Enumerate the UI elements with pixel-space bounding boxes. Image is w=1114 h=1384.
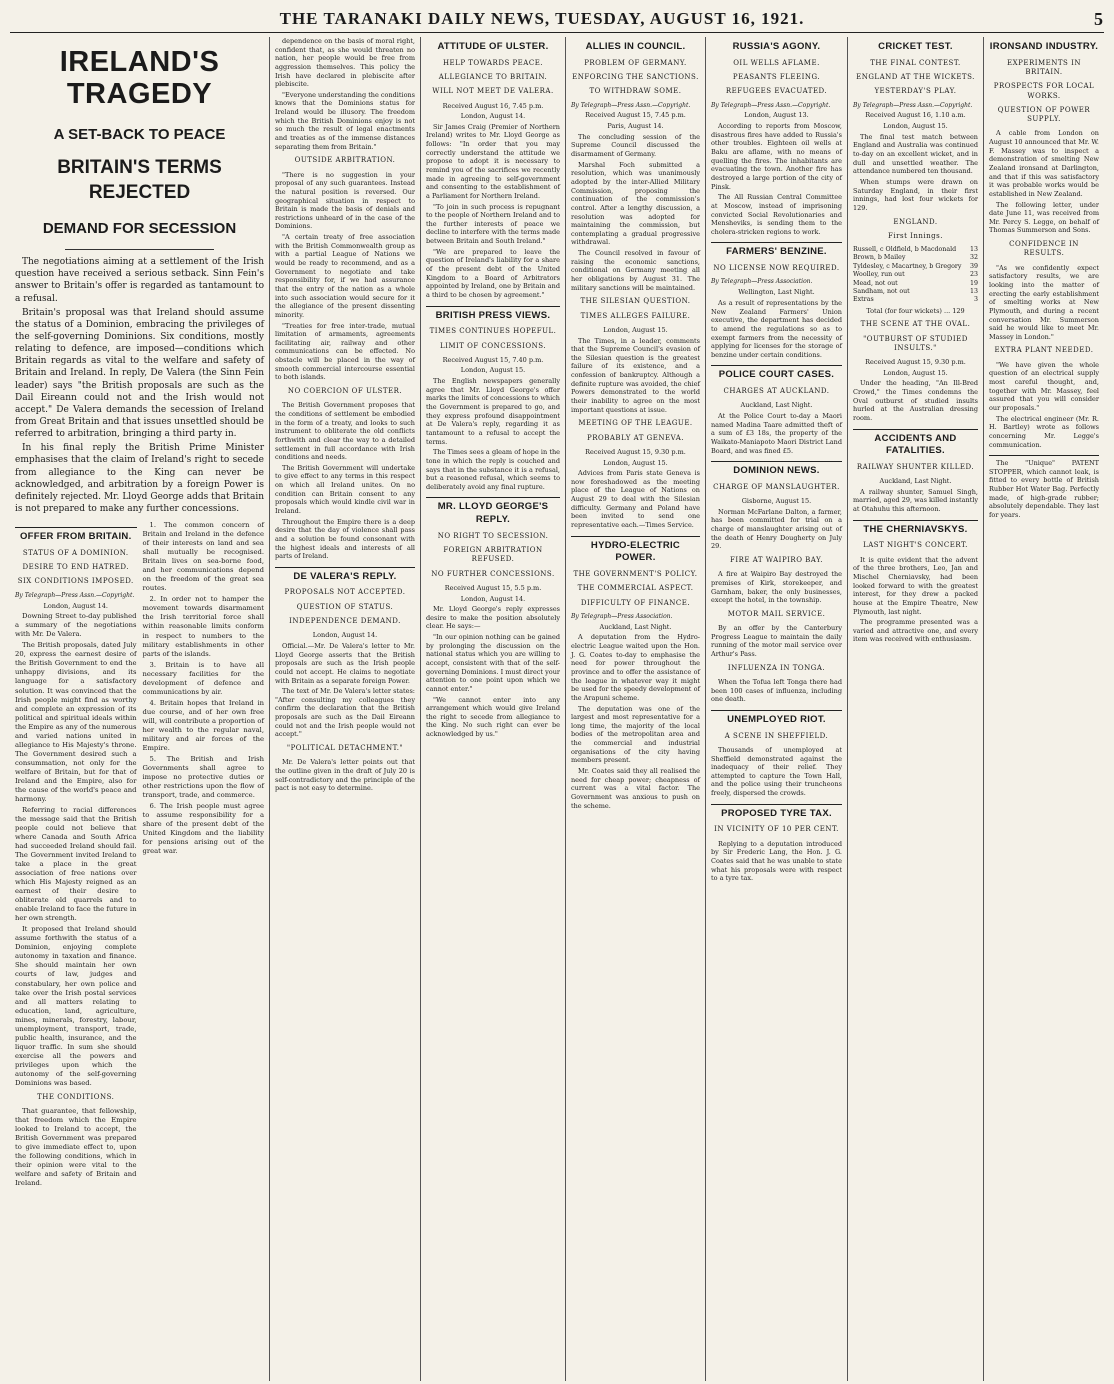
credit-line: By Telegraph—Press Assn.—Copyright. — [853, 101, 973, 109]
received-line: Received August 15, 7.40 p.m. — [442, 355, 544, 364]
sub-heading: PROSPECTS FOR LOCAL WORKS. — [993, 82, 1095, 100]
section-heading: OFFER FROM BRITAIN. — [15, 527, 137, 544]
batsman-name: Tyldesley, c Macartney, b Gregory — [853, 262, 962, 270]
column-6 — [848, 37, 984, 1381]
masthead-title: THE TARANAKI DAILY NEWS, TUESDAY, AUGUST 16, 1921. — [279, 9, 805, 28]
body-paragraph: "To join in such process is repugnant to the people of Northern Ireland and to the further interests of peace we decline to interfere with the terms made between Britain and South Ireland." — [426, 202, 560, 246]
sub-heading: ENFORCING THE SANCTIONS. — [572, 72, 699, 81]
body-paragraph: The English newspapers generally agree that Mr. Lloyd George's offer marks the limits of concessions to which the Government is prepared to go, and they express profound disappointment at De Valera's reply, regarding it as tantamount to a refusal to accept the terms. — [426, 377, 560, 446]
body-paragraph: 3. Britain is to have all necessary facilities for the development of defence and communications by air. — [142, 660, 264, 696]
credit-line: By Telegraph—Press Assn.—Copyright. — [711, 101, 831, 109]
section-heading: HYDRO-ELECTRIC POWER. — [571, 536, 700, 565]
received-line: Received August 16, 1.10 a.m. — [865, 111, 966, 120]
body-paragraph: At the Police Court to-day a Maori named Madina Taare admitted theft of a sum of £3 18s, the property of the Waikato-Maniapoto Maori District Land Board, and was fined £5. — [711, 412, 842, 455]
body-paragraph: "Treaties for free inter-trade, mutual limitation of armaments, agreements facilitating air, railway and other communications can be effected. No obstacle will be placed in the way of smooth commercial intercourse essential to both islands. — [275, 321, 415, 382]
body-paragraph: 5. The British and Irish Governments shall agree to impose no protective duties or other restrictions upon the flow of transport, trade, and commerce. — [142, 754, 264, 800]
sub-heading: INFLUENZA IN TONGA. — [727, 663, 826, 672]
sub-heading: TIMES CONTINUES HOPEFUL. — [429, 327, 557, 336]
ad-text: The "Unique" PATENT STOPPER, which cannot leak, is fitted to every bottle of British Rubber Hot Water Bag. Perfectly made, of high-grade rubber; absolutely dependable. They last for years. — [989, 459, 1099, 519]
sub-heading: "POLITICAL DETACHMENT." — [286, 744, 404, 753]
columns — [10, 37, 1104, 1381]
credit-line: By Telegraph—Press Association. — [571, 612, 673, 620]
body-paragraph: Norman McFarlane Dalton, a farmer, has been committed for trial on a charge of manslaughter arising out of the death of Henry Dougherty on July 29. — [711, 507, 842, 551]
body-paragraph: The following letter, under date June 11, was received from Mr. Percy S. Legge, on behalf of Thomas Summerson and Sons. — [989, 200, 1099, 235]
main-headline: IRELAND'S TRAGEDY — [59, 46, 220, 110]
dateline: Gisborne, August 15. — [741, 497, 812, 506]
body-paragraph: The text of Mr. De Valera's letter states: "After consulting my colleagues they confirm the declaration that the British proposals are such as the Dail Eireann could not and the Irish people would not accept." — [275, 687, 415, 739]
sub-heading: ALLEGIANCE TO BRITAIN. — [438, 72, 548, 81]
sub-heading: NO LICENSE NOW REQUIRED. — [713, 264, 840, 273]
sub-heading: EXTRA PLANT NEEDED. — [994, 346, 1094, 355]
sub-heading: FIRE AT WAIPIRO BAY. — [729, 556, 824, 564]
dateline: Wellington, Last Night. — [738, 288, 815, 297]
section-heading: THE CHERNIAVSKYS. — [853, 520, 978, 537]
body-paragraph: The electrical engineer (Mr. R. H. Bartley) wrote as follows concerning Mr. Legge's communication. — [989, 414, 1099, 449]
section-heading: PROPOSED TYRE TAX. — [711, 804, 842, 821]
intro-paragraph: In his final reply the British Prime Minister emphasises that the claim of Ireland's right to secede from allegiance to the King can never be acknowledged, and arbitration by a foreign Power is definitely rejected. Mr. Lloyd George adds that Britain is not prepared to make any further concessions. — [15, 443, 264, 514]
sub-heading: THE GOVERNMENT'S POLICY. — [573, 569, 698, 578]
dateline: London, August 14. — [460, 112, 526, 121]
body-paragraph: Marshal Foch submitted a resolution, which was unanimously adopted by the inter-Allied Military Commission, proposing the continuation of the commission's control. After a lengthy discussion, a resolution was adopted for maintaining the commission, but contemplating a gradual progressive withdrawal. — [571, 160, 700, 247]
sub-heading: IN VICINITY OF 10 PER CENT. — [714, 825, 839, 834]
batsman-name: Extras — [853, 296, 874, 304]
sub-heading: A SCENE IN SHEFFIELD. — [724, 731, 829, 740]
sub-heading: THE CONDITIONS. — [37, 1092, 115, 1101]
sub-heading: REFUGEES EVACUATED. — [725, 87, 828, 96]
intro-paragraph: Britain's proposal was that Ireland should assume the status of a Dominion, embracing the privileges of the self-governing Dominions. Six conditions, mostly relating to defence, are imposed—conditions which Britain regards as vital to the welfare and safety of Britain and Ireland. In reply, De Valera (the Sinn Fein leader) says "the British proposals are such as the Dail Eireann could not and the Irish would not accept." De Valera demands the secession of Ireland from Great Britain and that issues unsettled should be referred to arbitration, bringing a third party in. — [15, 307, 264, 440]
column-4 — [566, 37, 706, 1381]
received-line: Received August 15, 5.5 p.m. — [444, 583, 542, 592]
batsman-runs: 32 — [969, 254, 978, 262]
received-line: Received August 15, 9.30 p.m. — [865, 358, 966, 367]
received-line: Received August 16, 7.45 p.m. — [442, 101, 544, 110]
sub-heading: CONFIDENCE IN RESULTS. — [1009, 240, 1079, 258]
body-paragraph: "As we confidently expect satisfactory results, we are looking into the matter of erecting the early establishment of smelting works at New Plymouth, and during a recent conversation Mr. Summerson said he would like to meet Mr. Massey in London." — [989, 263, 1099, 341]
sub-heading: THE SCENE AT THE OVAL. — [860, 320, 971, 329]
dateline: Auckland, Last Night. — [879, 477, 952, 486]
dateline: London, August 15. — [603, 325, 668, 334]
score-row — [853, 288, 978, 296]
deck-2: BRITAIN'S TERMS REJECTED — [57, 156, 222, 203]
section-heading: MR. LLOYD GEORGE'S REPLY. — [426, 497, 560, 526]
sub-heading: CHARGE OF MANSLAUGHTER. — [713, 482, 840, 491]
sub-heading: FOREIGN ARBITRATION REFUSED. — [443, 545, 543, 564]
sub-heading: SIX CONDITIONS IMPOSED. — [17, 577, 134, 586]
section-heading: DOMINION NEWS. — [711, 461, 842, 478]
body-paragraph: The British proposals, dated July 20, express the earnest desire of the British Government to end the unhappy divisions, and its language for a satisfactory solution. It was convinced that the Irish people might find as worthy and complete an expression of its political and spiritual ideals within the Empire as any of the numerous and varied nations united in allegiance to His Majesty's throne. The Government desired such a consummation, not only for the welfare of Britain, but for that of Ireland and the Empire, also for the cause of the world's peace and harmony. — [15, 641, 137, 803]
column-5 — [706, 37, 848, 1381]
body-paragraph: "We have given the whole question of an electrical supply most careful thought, and, together with Mr. Massey, feel assured that you will consider our proposals." — [989, 360, 1099, 412]
body-paragraph: The programme presented was a varied and attractive one, and every item was received with enthusiasm. — [853, 618, 978, 644]
score-row — [853, 246, 978, 254]
score-row — [853, 271, 978, 279]
body-paragraph: Advices from Paris state Geneva is now foreshadowed as the meeting place of the League of Nations on August 29 to deal with the Silesian difficulty. Germany and Poland have been invited to send one representative each.—Times Service. — [571, 469, 700, 530]
body-paragraph: The Times, in a leader, comments that the Supreme Council's evasion of the Silesian question is the greatest failure of its existence, and a confession of bankruptcy. Although a definite rupture was avoided, the chief Powers demonstrated to the world their inability to agree on the most important questions at issue. — [571, 336, 700, 414]
intro-paragraph: The negotiations aiming at a settlement of the Irish question have received a serious setback. Sinn Fein's answer to Britain's offer is regarded as tantamount to a refusal. — [15, 257, 264, 304]
body-paragraph: The British Government will undertake to give effect to any terms in this respect on which all Ireland unites. On no condition can Britain consent to any proposals which would kindle civil war in Ireland. — [275, 463, 415, 515]
received-line: Received August 15, 7.45 p.m. — [585, 111, 686, 120]
sub-heading: "OUTBURST OF STUDIED INSULTS." — [863, 334, 968, 352]
dateline: Auckland, Last Night. — [599, 622, 672, 631]
page-number: 5 — [1094, 8, 1104, 29]
batsman-runs: 19 — [969, 279, 978, 287]
sub-heading: ENGLAND AT THE WICKETS. — [856, 72, 975, 81]
section-heading: ACCIDENTS AND FATALITIES. — [853, 429, 978, 458]
dateline: Paris, August 14. — [607, 122, 664, 131]
sub-heading: CHARGES AT AUCKLAND. — [723, 387, 830, 396]
score-row — [853, 254, 978, 262]
dateline: Auckland, Last Night. — [740, 401, 813, 410]
body-paragraph: It proposed that Ireland should assume forthwith the status of a Dominion, enjoying complete autonomy in taxation and finance. She should maintain her own courts of law, judges and constabulary, her own police and take over the Irish postal services and all matters relating to education, land, agriculture, mines, minerals, forestry, labour, unemployment, transport, trade, public health, insurance, and the liquor traffic. In sum she should exercise all the powers and privileges upon which the autonomy of the self-governing Dominions was based. — [15, 925, 137, 1087]
sub-heading: TIMES ALLEGES FAILURE. — [580, 311, 691, 320]
sub-heading: DIFFICULTY OF FINANCE. — [580, 598, 691, 607]
table-title: ENGLAND. — [893, 217, 938, 226]
sub-heading: OIL WELLS AFLAME. — [733, 58, 820, 67]
body-paragraph: The British Government proposes that the conditions of settlement be embodied in the form of a treaty, and looks to such instrument to obliterate the old conflicts forthwith and clear the way to a detailed settlement in full accordance with Irish conditions and needs. — [275, 401, 415, 462]
score-total: Total (for four wickets) ... 129 — [866, 306, 965, 315]
body-paragraph: Official.—Mr. De Valera's letter to Mr. Lloyd George asserts that the British proposals are such as the Irish people could not accept. He claims to negotiate with Britain as a separate foreign Power. — [275, 641, 415, 685]
sub-heading: NO COERCION OF ULSTER. — [287, 387, 403, 395]
body-paragraph: When stumps were drawn on Saturday England, in their first innings, had lost four wickets for 129. — [853, 177, 978, 212]
masthead — [10, 6, 1104, 33]
body-paragraph: A fire at Waipiro Bay destroyed the premises of Kirk, storekeeper, and Garnham, baker, the only businesses, except the hotel, in the township. — [711, 570, 842, 605]
sub-heading: WILL NOT MEET DE VALERA. — [432, 87, 554, 96]
section-heading: UNEMPLOYED RIOT. — [711, 710, 842, 727]
batsman-runs: 39 — [969, 262, 978, 270]
dateline: London, August 14. — [43, 601, 108, 610]
body-paragraph: The All Russian Central Committee at Moscow, instead of imprisoning convicted Social Revolutionaries and Mensheviks, is sending them to the cholera-stricken regions to work. — [711, 193, 842, 236]
received-line: Received August 15, 9.30 p.m. — [585, 447, 686, 456]
section-heading: ALLIES IN COUNCIL. — [585, 41, 686, 52]
body-paragraph: According to reports from Moscow, disastrous fires have added to Russia's other troubles. Eighteen oil wells at Baku are aflame, with no means of quelling the fires. The inhabitants are evacuating the town. Another fire has destroyed a large portion of the city of Pinsk. — [711, 122, 842, 191]
body-paragraph: A deputation from the Hydro-electric League waited upon the Hon. J. G. Coates to-day to emphasise the need for power throughout the province and to offer the assistance of the league in whatever way it might be used for the speedy development of the Arapuni scheme. — [571, 633, 700, 702]
batsman-name: Russell, c Oldfield, b Macdonald — [853, 246, 957, 254]
body-paragraph: Referring to racial differences the message said that the British people could not believe that where Canada and South Africa had succeeded Ireland should fail. The Government invited Ireland to take a place in the great association of free nations over which His Majesty reigned as an earnest of their desire to obliterate old quarrels and to enable Ireland to face the future in her own strength. — [15, 805, 137, 923]
sub-heading: THE FINAL CONTEST. — [870, 58, 961, 67]
sub-heading: PROBABLY AT GENEVA. — [587, 433, 684, 442]
score-row — [853, 280, 978, 288]
deck-3: DEMAND FOR SECESSION — [42, 220, 237, 238]
sub-heading: INDEPENDENCE DEMAND. — [289, 617, 401, 626]
advertisement — [989, 455, 1099, 519]
batsman-runs: 23 — [969, 271, 978, 279]
body-paragraph: 4. Britain hopes that Ireland in due course, and of her own free will, will contribute a proportion of her wealth to the regular naval, military and air forces of the Empire. — [142, 698, 264, 752]
score-row — [853, 263, 978, 271]
sub-heading: THE COMMERCIAL ASPECT. — [577, 584, 694, 593]
body-paragraph: Under the heading, "An Ill-Bred Crowd," the Times condemns the Oval outburst of studied insults hurled at the Australian dressing room. — [853, 379, 978, 423]
sub-heading: NO RIGHT TO SECESSION. — [437, 531, 549, 540]
sub-heading: RAILWAY SHUNTER KILLED. — [856, 462, 975, 471]
body-paragraph: "There is no suggestion in your proposal of any such guarantees. Instead the natural position is reversed. Our geographical situation in respect to Britain is made the basis of denials and restrictions unheard of in the case of the Dominions. — [275, 170, 415, 231]
body-paragraph: A railway shunter, Samuel Singh, married, aged 29, was killed instantly at Otahuhu this afternoon. — [853, 487, 978, 514]
column-3 — [421, 37, 566, 1381]
sub-heading: HELP TOWARDS PEACE. — [442, 58, 544, 67]
body-paragraph: "We cannot enter into any arrangement which would give Ireland the right to secede from allegiance to the King. No such right can ever be acknowledged by us." — [426, 695, 560, 739]
section-heading: BRITISH PRESS VIEWS. — [426, 306, 560, 323]
batsman-runs: 3 — [973, 296, 978, 304]
batsman-name: Brown, b Mailey — [853, 254, 906, 262]
section-heading: ATTITUDE OF ULSTER. — [437, 41, 549, 52]
section-heading: IRONSAND INDUSTRY. — [989, 41, 1099, 52]
body-paragraph: The final test match between England and Australia was continued to-day on an excellent wicket, and in dull and unsettled weather. The attendance numbered ten thousand. — [853, 132, 978, 176]
credit-line: By Telegraph—Press Assn.—Copyright. — [571, 101, 691, 109]
credit-line: By Telegraph—Press Association. — [711, 278, 813, 286]
col1-right — [143, 521, 265, 1190]
sub-heading: EXPERIMENTS IN BRITAIN. — [1007, 58, 1081, 76]
batsman-name: Mead, not out — [853, 279, 898, 287]
body-paragraph: A cable from London on August 10 announced that Mr. W. F. Massey was to inspect a demonstration of smelting New Zealand ironsand at Darlington, and that if this was satisfactory it was probable works would be established in New Zealand. — [989, 129, 1099, 198]
body-paragraph: Thousands of unemployed at Sheffield demonstrated against the inadequacy of their relief. They attempted to capture the Town Hall, and the police using their truncheons freely, dispersed the crowds. — [711, 745, 842, 798]
score-row — [853, 296, 978, 304]
body-paragraph: dependence on the basis of moral right, confident that, as she would threaten no nation, her people would be free from aggression themselves. This policy the Irish have declared in plebiscite after plebiscite. — [275, 37, 415, 89]
body-paragraph: Downing Street to-day published a summary of the negotiations with Mr. De Valera. — [15, 612, 137, 639]
body-paragraph: Replying to a deputation introduced by Sir Frederic Lang, the Hon. J. G. Coates said that he was unable to state what his proposals were with respect to a tyre tax. — [711, 839, 842, 883]
body-paragraph: As a result of representations by the New Zealand Farmers' Union executive, the department has decided to amend the regulations so as to exempt farmers from the necessity of applying for licenses for the storage of benzine under certain conditions. — [711, 298, 842, 359]
body-paragraph: Mr. Lloyd George's reply expresses desire to make the position absolutely clear. He says:— — [426, 605, 560, 631]
body-paragraph: The Council resolved in favour of raising the economic sanctions, conditional on Germany meeting all her obligations by August 31. The military sanctions will be maintained. — [571, 249, 700, 292]
sub-heading: NO FURTHER CONCESSIONS. — [431, 569, 555, 578]
col1-split — [15, 521, 264, 1190]
sub-heading: MEETING OF THE LEAGUE. — [578, 419, 693, 428]
batsman-name: Sandham, not out — [853, 287, 910, 295]
body-paragraph: "We are prepared to leave the question of Ireland's liability for a share of the present debt of the United Kingdom to a Board of Arbitrators appointed by Ireland, one by Britain and a third to be chosen by agreement." — [426, 247, 560, 299]
sub-heading: LAST NIGHT'S CONCERT. — [863, 541, 968, 550]
score-table — [853, 246, 978, 305]
deck-1: A SET-BACK TO PEACE — [53, 125, 226, 143]
section-heading: CRICKET TEST. — [878, 41, 953, 52]
sub-heading: QUESTION OF STATUS. — [296, 602, 394, 611]
body-paragraph: "In our opinion nothing can be gained by prolonging the discussion on the national status which you are willing to accept, consistent with that of the self-governing Dominions. I must direct your attention to one point upon which we cannot enter." — [426, 633, 560, 693]
body-paragraph: Mr. Coates said they all realised the need for cheap power; cheapness of current was a vital factor. The Government was anxious to push on the scheme. — [571, 767, 700, 810]
body-paragraph: The concluding session of the Supreme Council discussed the disarmament of Germany. — [571, 132, 700, 159]
body-paragraph: When the Tofua left Tonga there had been 100 cases of influenza, including one death. — [711, 678, 842, 704]
body-paragraph: Throughout the Empire there is a deep desire that the day of violence shall pass and a solution be found consonant with the highest ideals and interests of all parts of Ireland. — [275, 517, 415, 561]
body-paragraph: That guarantee, that fellowship, that freedom which the Empire looked to Ireland to accept, the British Government was prepared to give immediate effect to, upon the following conditions, which in their opinion were vital to the welfare and safety of Britain and Ireland. — [15, 1107, 137, 1188]
column-1 — [10, 37, 270, 1381]
dateline: London, August 15. — [883, 122, 948, 131]
sub-heading: OUTSIDE ARBITRATION. — [294, 156, 396, 165]
dateline: London, August 14. — [312, 631, 378, 640]
body-paragraph: "A certain treaty of free association with the British Commonwealth group as with a partial League of Nations we would be ready to recommend, and as a Government to negotiate and take responsibility for, if we had assurance that the entry of the nation as a whole into such association would secure for it the allegiance of the present dissenting minority. — [275, 233, 415, 319]
dateline: London, August 15. — [883, 368, 948, 377]
section-heading: DE VALERA'S REPLY. — [275, 567, 415, 584]
body-paragraph: Sir James Craig (Premier of Northern Ireland) writes to Mr. Lloyd George as follows: "In order that you may correctly understand the attitude we propose to adopt it is necessary to remind you of the sacrifices we recently made in agreeing to self-government and consenting to the establishment of a Parliament for Northern Ireland. — [426, 122, 560, 200]
sub-heading: STATUS OF A DOMINION. — [22, 548, 129, 557]
body-paragraph: 6. The Irish people must agree to assume responsibility for a share of the present debt of the United Kingdom and the liability for pensions arising out of the great war. — [142, 802, 264, 856]
sub-heading: LIMIT OF CONCESSIONS. — [439, 341, 547, 350]
body-paragraph: "Everyone understanding the conditions knows that the Dominions status for Ireland would be illusory. The freedom which the British Dominions enjoy is not so much the result of legal enactments and treaties as of the immense distances separating them from Britain." — [275, 90, 416, 151]
sub-heading: THE SILESIAN QUESTION. — [580, 297, 691, 306]
sub-heading: TO WITHDRAW SOME. — [589, 87, 682, 96]
section-heading: RUSSIA'S AGONY. — [732, 41, 821, 52]
section-heading: POLICE COURT CASES. — [711, 365, 842, 382]
sub-heading: YESTERDAY'S PLAY. — [874, 87, 957, 96]
body-paragraph: It is quite evident that the advent of the three brothers, Leo, Jan and Mischel Cherniavsky, had been looked forward to with the greatest interest, for they drew a packed house at the Empire Theatre, New Plymouth, last night. — [853, 555, 978, 616]
column-7 — [984, 37, 1104, 1381]
dateline: London, August 14. — [460, 594, 526, 603]
body-paragraph: Mr. De Valera's letter points out that the outline given in the draft of July 20 is self-contradictory and the principle of the pact is not easy to determine. — [275, 758, 415, 793]
sub-heading: DESIRE TO END HATRED. — [22, 563, 129, 572]
batsman-runs: 13 — [969, 246, 978, 254]
dateline: London, August 13. — [744, 111, 809, 120]
col1-left — [15, 521, 137, 1190]
body-paragraph: The Times sees a gleam of hope in the tone in which the reply is couched and says that in the substance it is a refusal, but a reasoned refusal, which seems to deliberately avoid any final rupture. — [426, 448, 560, 491]
body-paragraph: 2. In order not to hamper the movement towards disarmament the Irish territorial force shall within reasonable limits conform in respect to numbers to the military establishments in other parts of the islands. — [142, 595, 264, 658]
table-subtitle: First Innings. — [888, 231, 943, 240]
dateline: London, August 15. — [460, 366, 526, 375]
sub-heading: PROBLEM OF GERMANY. — [584, 58, 687, 67]
batsman-runs: 13 — [969, 287, 978, 295]
sub-heading: QUESTION OF POWER SUPPLY. — [997, 105, 1091, 124]
sub-heading: PEASANTS FLEEING. — [732, 72, 821, 81]
body-paragraph: The deputation was one of the largest and most representative for a long time, the majority of the local bodies of the metropolitan area and the commercial and industrial organisations of the city having members present. — [571, 704, 700, 765]
body-paragraph: By an offer by the Canterbury Progress League to maintain the daily running of the motor mail service over Arthur's Pass. — [711, 624, 842, 659]
sub-heading: MOTOR MAIL SERVICE. — [727, 609, 826, 618]
batsman-name: Woolley, run out — [853, 271, 905, 279]
body-paragraph: 1. The common concern of Britain and Ireland in the defence of their interests on land and sea shall mutually be recognised. Britain lives on sea-borne food, and her communications depend on the freedom of the great sea routes. — [142, 521, 264, 593]
credit-line: By Telegraph—Press Assn.—Copyright. — [15, 591, 135, 599]
sub-heading: PROPOSALS NOT ACCEPTED. — [284, 588, 406, 597]
dateline: London, August 15. — [603, 458, 668, 467]
divider — [65, 249, 214, 250]
section-heading: FARMERS' BENZINE. — [711, 242, 842, 259]
column-2 — [270, 37, 421, 1381]
